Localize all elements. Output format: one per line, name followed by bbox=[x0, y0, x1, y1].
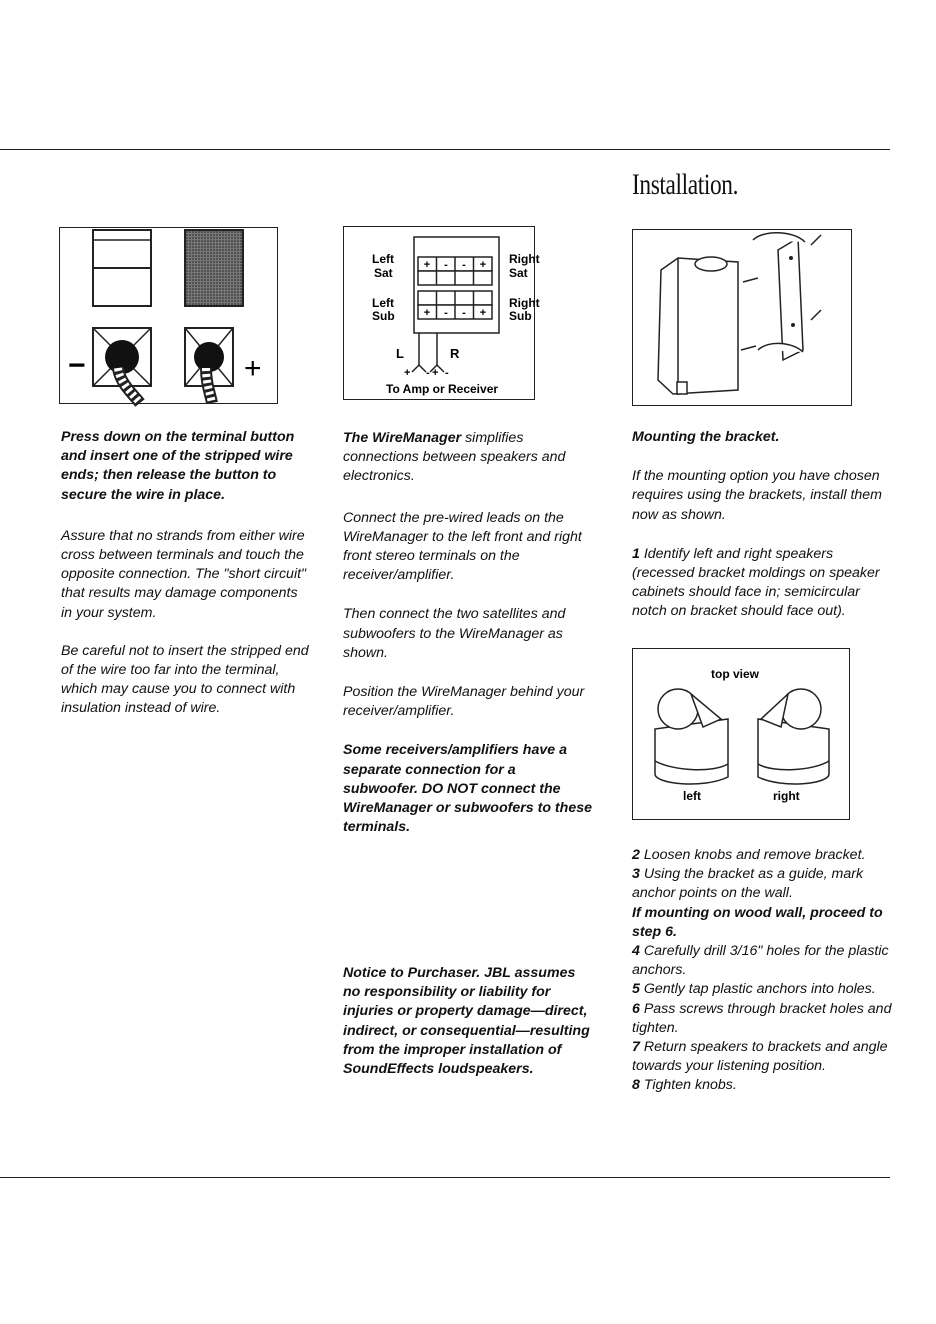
left-sub-label-1: Left bbox=[372, 296, 394, 310]
step-5-number: 5 bbox=[632, 981, 640, 998]
terminal-illustration bbox=[60, 228, 277, 403]
step-5 bbox=[632, 980, 894, 999]
right-sat-label-2: Sat bbox=[509, 266, 528, 280]
top-view-label: top view bbox=[711, 667, 760, 681]
step-2-number: 2 bbox=[632, 847, 640, 863]
wiremanager-intro-rest: simplifies connections between speakers and electronics. bbox=[343, 430, 566, 485]
right-column-steps bbox=[632, 846, 894, 1096]
top-sign-1: + bbox=[423, 259, 431, 271]
left-sat-label-2: Sat bbox=[374, 266, 393, 280]
plus-sign: + bbox=[244, 352, 262, 385]
step-7-text: Return speakers to brackets and angle towards your listening position. bbox=[632, 1039, 888, 1075]
step-4-number: 4 bbox=[632, 943, 640, 960]
terminal-instruction: Press down on the terminal button and insert one of the stripped wire ends; then release the button to secure the wire in place. bbox=[61, 429, 295, 503]
step-6-number: 6 bbox=[632, 1000, 640, 1017]
step-3-text: Using the bracket as a guide, mark anchor points on the wall. bbox=[632, 866, 864, 902]
terminal-figure bbox=[59, 227, 278, 404]
step-8 bbox=[632, 1076, 894, 1095]
connect-satellites-text: Then connect the two satellites and subwoofers to the WireManager as shown. bbox=[343, 606, 566, 661]
left-sat-label-1: Left bbox=[372, 252, 394, 266]
right-sub-label-1: Right bbox=[509, 296, 540, 310]
step-6 bbox=[632, 1000, 894, 1038]
subwoofer-warning: Some receivers/amplifiers have a separate connection for a subwoofer. DO NOT connect the WireManager or subwoofers to these terminals. bbox=[343, 742, 592, 836]
bottom-sign-3: - bbox=[462, 307, 466, 319]
page-title: Installation. bbox=[632, 168, 739, 201]
bottom-sign-1: + bbox=[423, 307, 431, 319]
top-view-figure bbox=[632, 648, 850, 820]
left-column bbox=[61, 428, 311, 736]
position-text: Position the WireManager behind your receiver/amplifier. bbox=[343, 684, 585, 720]
polarity-2: - bbox=[426, 367, 430, 379]
wood-wall-note: If mounting on wood wall, proceed to step 6. bbox=[632, 904, 883, 940]
bottom-sign-2: - bbox=[444, 307, 448, 319]
right-column-top bbox=[632, 428, 892, 639]
step-7 bbox=[632, 1038, 894, 1076]
left-sub-label-2: Sub bbox=[372, 309, 395, 323]
top-view-diagram bbox=[633, 649, 849, 819]
bottom-rule bbox=[0, 1177, 890, 1178]
step-4 bbox=[632, 942, 894, 980]
step-8-text: Tighten knobs. bbox=[639, 1077, 737, 1094]
connect-leads-text: Connect the pre-wired leads on the WireManager to the left front and right front stereo terminals on the receiver/amplifier. bbox=[343, 509, 582, 584]
polarity-3: + bbox=[432, 367, 439, 379]
polarity-1: + bbox=[404, 367, 411, 379]
minus-sign: − bbox=[68, 349, 86, 382]
bracket-figure bbox=[632, 229, 852, 406]
step-7-number: 7 bbox=[632, 1039, 640, 1056]
wiremanager-name: The WireManager bbox=[343, 430, 462, 446]
right-sat-label-1: Right bbox=[509, 252, 540, 266]
right-sub-label-2: Sub bbox=[509, 309, 532, 323]
top-sign-2: - bbox=[444, 259, 448, 271]
step-1-text: Identify left and right speakers (recessed bracket moldings on speaker cabinets should face in; semicircular notch on bracket should face out). bbox=[632, 545, 880, 620]
lead-r-label: R bbox=[450, 346, 460, 361]
wiremanager-figure bbox=[343, 226, 540, 400]
step-4-text: Carefully drill 3/16" holes for the plastic anchors. bbox=[632, 943, 889, 979]
step-6-text: Pass screws through bracket holes and tighten. bbox=[632, 1000, 892, 1036]
step-2-text: Loosen knobs and remove bracket. bbox=[639, 847, 866, 863]
step-2 bbox=[632, 846, 894, 865]
top-rule bbox=[0, 149, 890, 150]
right-label: right bbox=[773, 789, 800, 803]
wiremanager-diagram bbox=[344, 227, 540, 399]
step-1 bbox=[632, 545, 892, 622]
middle-column bbox=[343, 429, 593, 854]
purchaser-notice: Notice to Purchaser. JBL assumes no responsibility or liability for injuries or property damage—direct, indirect, or consequential—resulting from the improper installation of SoundEffects loudspeakers. bbox=[343, 965, 590, 1078]
left-label: left bbox=[683, 789, 701, 803]
mounting-intro: If the mounting option you have chosen requires using the brackets, install them now as shown. bbox=[632, 468, 882, 523]
bracket-illustration bbox=[633, 230, 851, 405]
lead-l-label: L bbox=[396, 346, 404, 361]
to-amp-label: To Amp or Receiver bbox=[386, 382, 499, 396]
mounting-heading: Mounting the bracket. bbox=[632, 429, 780, 445]
step-3 bbox=[632, 865, 894, 903]
top-sign-3: - bbox=[462, 259, 466, 271]
step-5-text: Gently tap plastic anchors into holes. bbox=[639, 981, 876, 998]
step-3-number: 3 bbox=[632, 866, 640, 883]
short-circuit-warning: Assure that no strands from either wire cross between terminals and touch the opposite connection. The "short circuit" that results may damage components in your system. bbox=[61, 527, 307, 621]
polarity-4: - bbox=[445, 367, 449, 379]
bottom-sign-4: + bbox=[479, 307, 487, 319]
wiremanager-intro bbox=[343, 429, 593, 487]
top-sign-4: + bbox=[479, 259, 487, 271]
step-1-number: 1 bbox=[632, 545, 640, 562]
insulation-warning: Be careful not to insert the stripped end of the wire too far into the terminal, which may cause you to connect with insulation instead of wire. bbox=[61, 642, 309, 717]
step-8-number: 8 bbox=[632, 1077, 640, 1094]
